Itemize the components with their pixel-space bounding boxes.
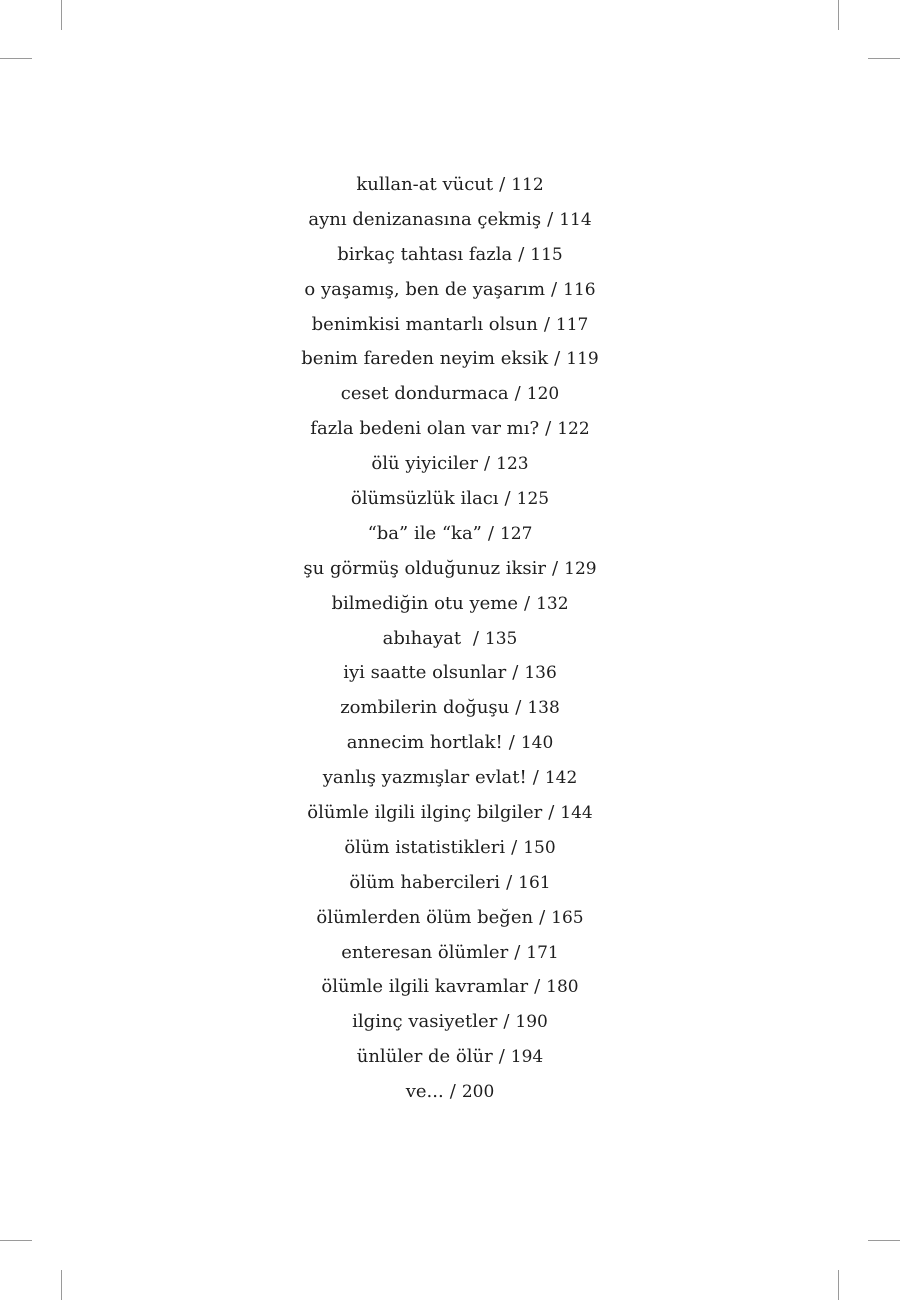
toc-entry (0, 203, 900, 238)
toc-separator: / (514, 383, 521, 405)
toc-entry-page-number: 171 (526, 942, 559, 963)
toc-entry-page-number: 122 (557, 419, 590, 440)
toc-entry (0, 447, 900, 482)
toc-entry-title: benim fareden neyim eksik (301, 348, 549, 370)
toc-entry (0, 517, 900, 552)
crop-mark-top-left (61, 0, 62, 30)
toc-separator: / (499, 174, 506, 195)
toc-entry-page-number: 132 (536, 593, 569, 614)
table-of-contents (0, 168, 900, 1110)
toc-entry (0, 273, 900, 308)
toc-entry-page-number: 200 (461, 1082, 495, 1103)
toc-entry-title: bilmediğin otu yeme (331, 592, 519, 614)
toc-entry-page-number: 116 (563, 279, 596, 300)
toc-separator: / (512, 662, 519, 684)
toc-separator: / (543, 313, 550, 335)
toc-separator: / (534, 976, 541, 998)
toc-separator: / (552, 557, 559, 579)
toc-entry-page-number: 119 (566, 349, 599, 370)
toc-entry-title: ve... (405, 1081, 444, 1103)
toc-separator: / (511, 836, 518, 858)
toc-entry-page-number: 180 (546, 977, 579, 998)
toc-entry (0, 1040, 900, 1075)
toc-entry-page-number: 135 (484, 628, 518, 649)
toc-entry-page-number: 190 (515, 1012, 548, 1033)
toc-entry-page-number: 138 (527, 698, 560, 719)
toc-entry-title: ölümle ilgili ilginç bilgiler (307, 802, 543, 824)
toc-entry (0, 796, 900, 831)
toc-entry-page-number: 123 (496, 454, 529, 475)
toc-entry-title: zombilerin doğuşu (340, 697, 510, 719)
toc-entry (0, 1005, 900, 1040)
toc-entry (0, 936, 900, 971)
toc-separator: / (524, 592, 531, 614)
crop-mark-top-right (838, 0, 839, 30)
toc-entry-title: kullan-at vücut (356, 174, 494, 195)
toc-entry-page-number: 125 (516, 489, 550, 510)
toc-separator: / (545, 418, 552, 440)
toc-entry-title: fazla bedeni olan var mı? (310, 418, 540, 440)
toc-separator: / (551, 278, 558, 300)
toc-entry (0, 342, 900, 377)
toc-entry (0, 308, 900, 343)
toc-entry-page-number: 150 (523, 837, 556, 858)
toc-entry-title: “ba” ile “ka” (367, 522, 482, 544)
toc-entry-title: ölüm istatistikleri (344, 836, 506, 858)
toc-entry-title: enteresan ölümler (341, 941, 509, 963)
toc-entry-title: ölümsüzlük ilacı (350, 488, 499, 510)
toc-entry-page-number: 115 (530, 244, 563, 265)
toc-entry (0, 656, 900, 691)
toc-entry-title: ceset dondurmaca (340, 383, 509, 405)
toc-entry-page-number: 127 (499, 523, 533, 544)
toc-entry-title: ünlüler de ölür (356, 1046, 493, 1068)
toc-entry-page-number: 136 (524, 663, 557, 684)
toc-entry (0, 1075, 900, 1110)
toc-separator: / (554, 348, 561, 370)
toc-separator: / (532, 767, 539, 789)
toc-separator: / (484, 453, 491, 475)
toc-separator: / (547, 208, 554, 230)
toc-entry (0, 970, 900, 1005)
toc-entry (0, 831, 900, 866)
crop-mark-bottom-right-h (868, 1240, 900, 1241)
toc-entry-page-number: 194 (510, 1047, 544, 1068)
toc-entry-title: benimkisi mantarlı olsun (311, 313, 538, 335)
toc-entry (0, 761, 900, 796)
toc-separator: / (515, 697, 522, 719)
toc-entry-title: abıhayat (382, 627, 467, 649)
crop-mark-bottom-left (61, 1270, 62, 1300)
toc-entry-title: ölü yiyiciler (371, 453, 479, 475)
crop-mark-top-left-h (0, 58, 32, 59)
toc-separator: / (514, 941, 521, 963)
toc-entry (0, 866, 900, 901)
toc-entry-title: iyi saatte olsunlar (343, 662, 507, 684)
toc-entry-title: ölümle ilgili kavramlar (321, 976, 529, 998)
toc-entry-page-number: 144 (560, 803, 593, 824)
toc-entry (0, 168, 900, 203)
toc-entry-page-number: 117 (555, 314, 589, 335)
toc-separator: / (548, 802, 555, 824)
toc-entry-title: birkaç tahtası fazla (337, 243, 513, 265)
crop-mark-bottom-right (838, 1270, 839, 1300)
toc-entry-page-number: 114 (559, 209, 592, 230)
toc-entry-page-number: 142 (544, 768, 578, 789)
toc-entry (0, 377, 900, 412)
toc-separator: / (508, 732, 515, 754)
toc-entry-page-number: 112 (511, 175, 544, 195)
toc-separator: / (504, 488, 511, 510)
toc-entry-page-number: 120 (526, 384, 560, 405)
toc-entry (0, 482, 900, 517)
toc-separator: / (539, 906, 546, 928)
toc-entry-page-number: 165 (551, 907, 584, 928)
toc-entry (0, 622, 900, 657)
toc-entry (0, 726, 900, 761)
toc-entry-title: ölümlerden ölüm beğen (316, 906, 534, 928)
toc-entry-page-number: 129 (564, 558, 597, 579)
toc-entry (0, 901, 900, 936)
toc-entry-title: ilginç vasiyetler (352, 1011, 498, 1033)
toc-separator: / (487, 522, 494, 544)
toc-separator: / (518, 243, 525, 265)
toc-entry-title: ölüm habercileri (349, 871, 501, 893)
toc-separator: / (498, 1046, 505, 1068)
toc-entry (0, 587, 900, 622)
toc-entry-page-number: 161 (518, 872, 551, 893)
crop-mark-bottom-left-h (0, 1240, 32, 1241)
toc-separator: / (472, 627, 479, 649)
toc-entry-title: yanlış yazmışlar evlat! (322, 767, 527, 789)
toc-entry-title: şu görmüş olduğunuz iksir (303, 557, 547, 579)
toc-separator: / (449, 1081, 456, 1103)
toc-entry (0, 238, 900, 273)
crop-mark-top-right-h (868, 58, 900, 59)
toc-entry-title: o yaşamış, ben de yaşarım (304, 278, 546, 300)
toc-entry (0, 412, 900, 447)
toc-entry (0, 691, 900, 726)
toc-entry-title: aynı denizanasına çekmiş (308, 208, 542, 230)
toc-separator: / (506, 871, 513, 893)
toc-entry-page-number: 140 (520, 733, 554, 754)
toc-entry (0, 552, 900, 587)
toc-separator: / (503, 1011, 510, 1033)
toc-entry-title: annecim hortlak! (346, 732, 503, 754)
